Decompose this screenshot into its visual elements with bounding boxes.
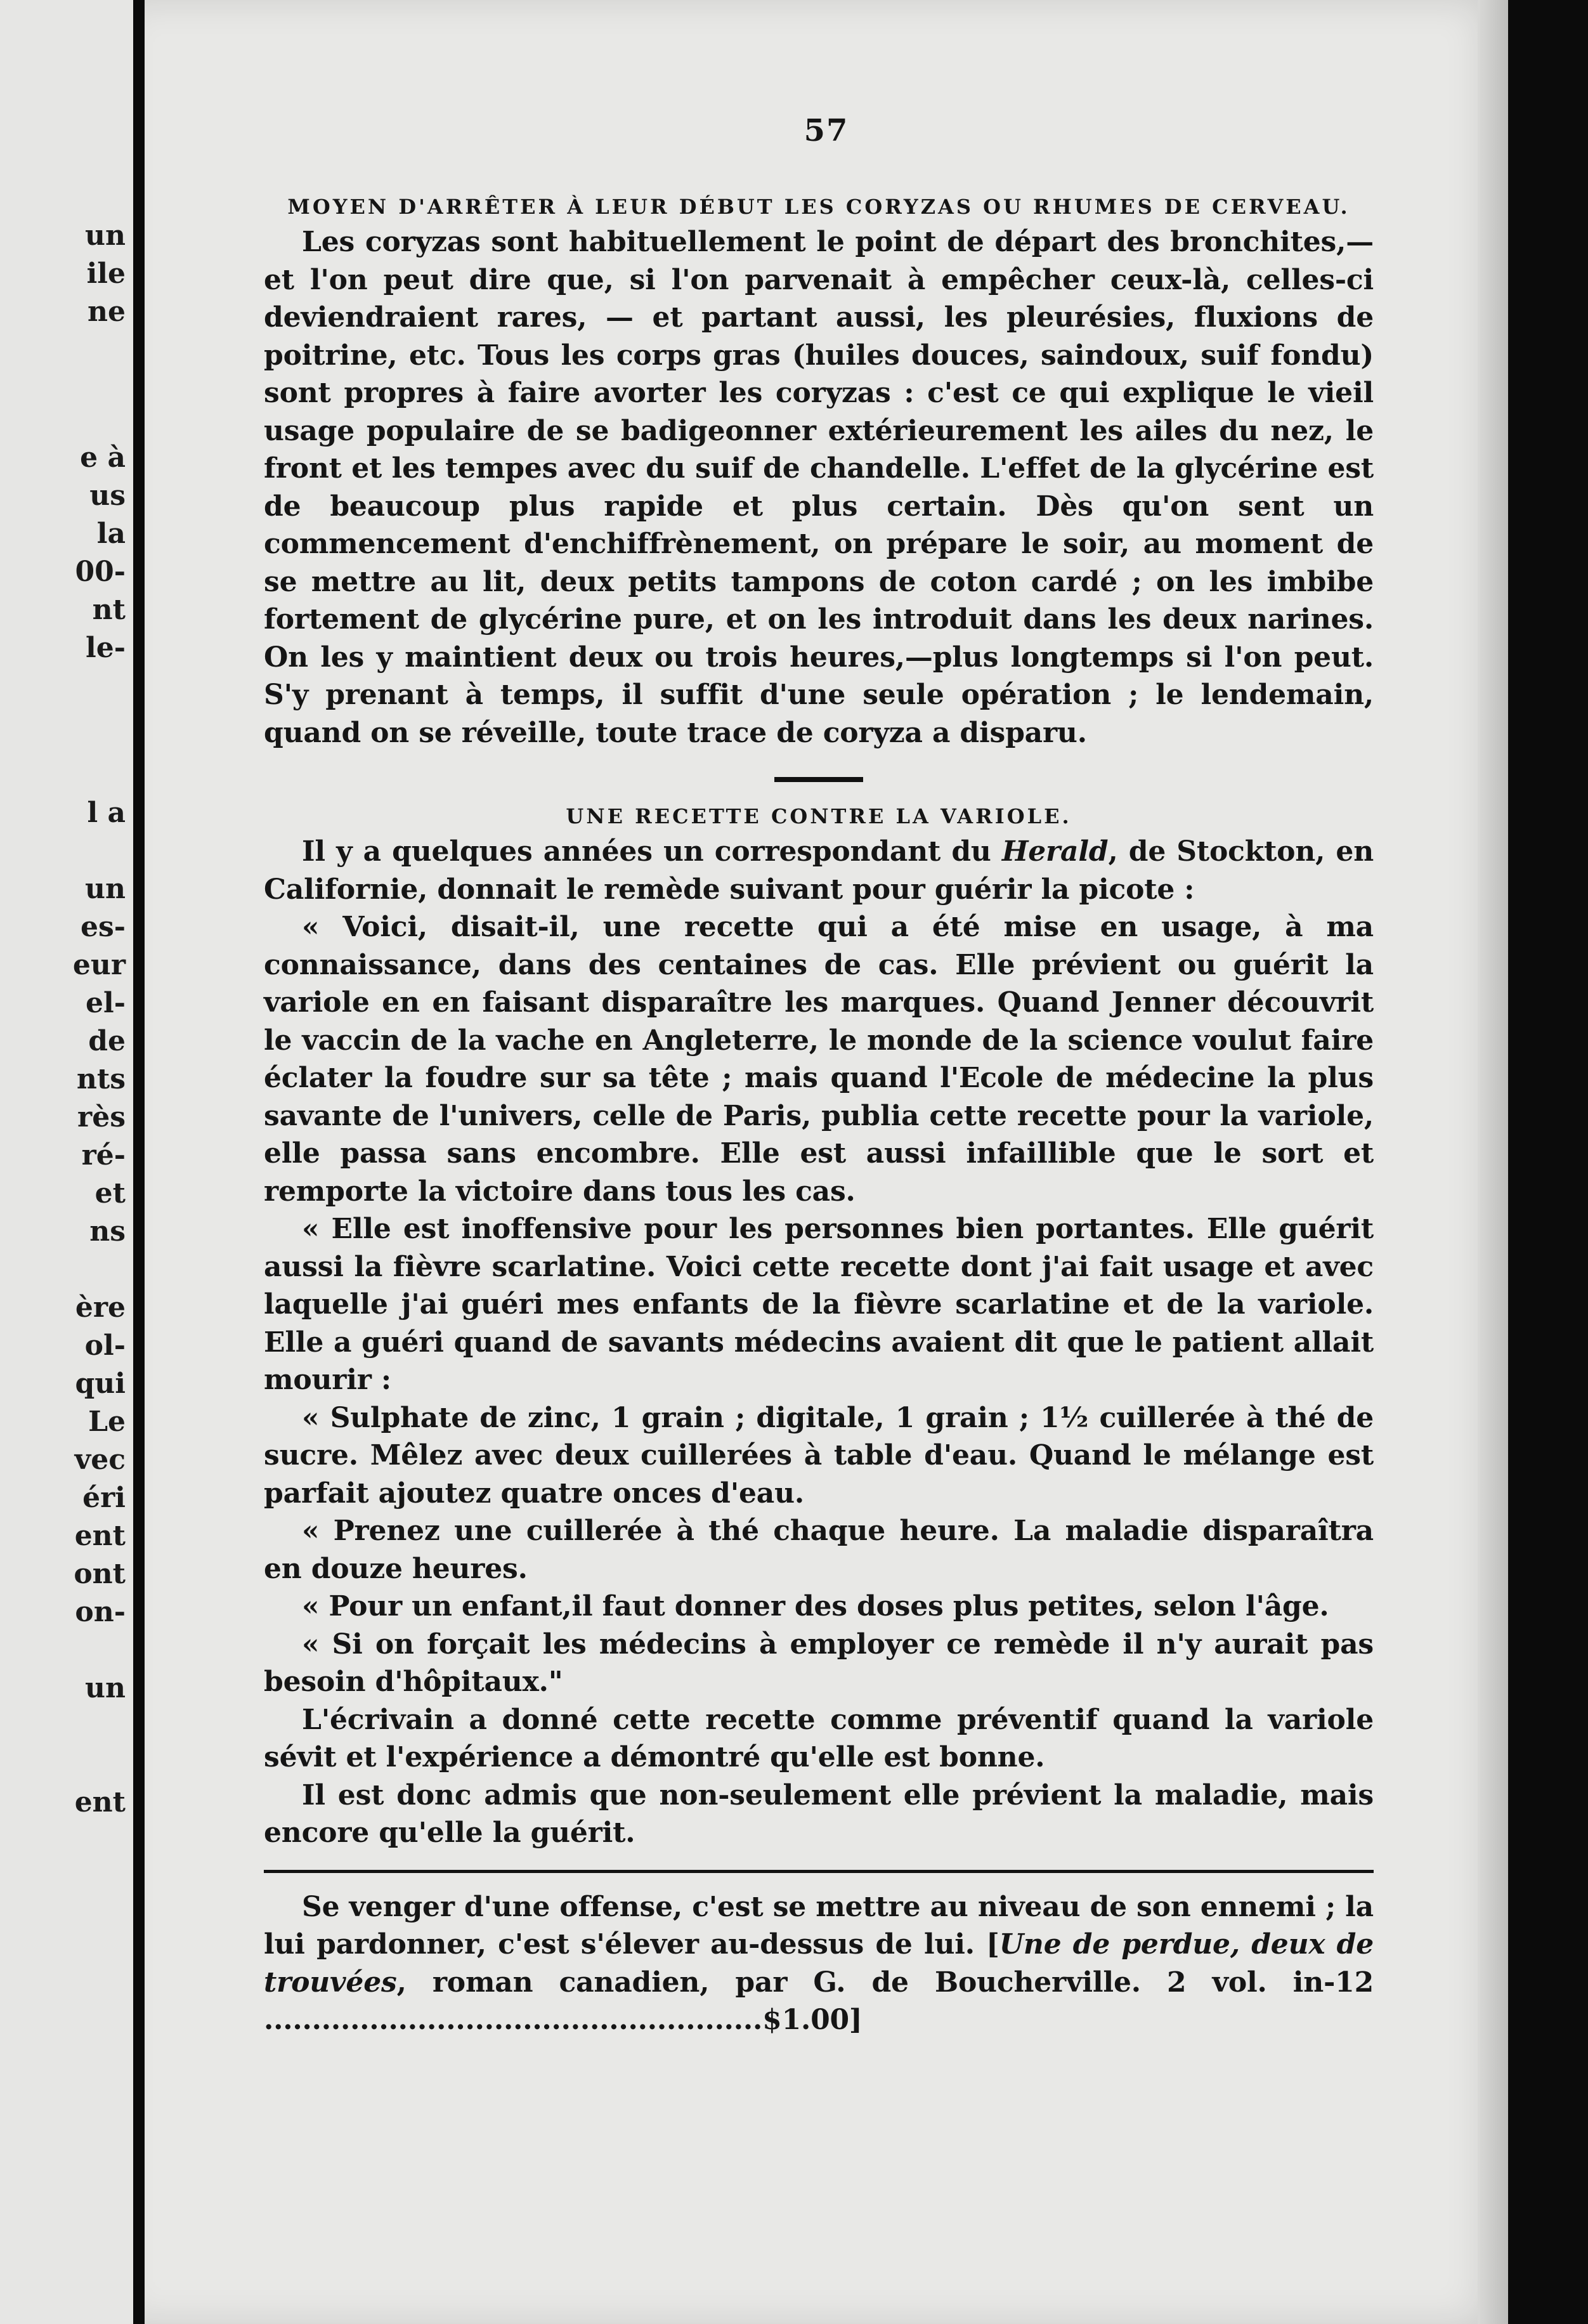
left-page-text-fragment: nts (76, 1063, 126, 1095)
scan-border (1508, 0, 1588, 2324)
left-page-text-fragment: le- (86, 632, 126, 664)
left-page-text-fragment: e à (80, 441, 126, 474)
left-page-text-fragment: 00- (75, 556, 126, 588)
variole-intro-before: Il y a quelques années un correspondant du (302, 835, 1002, 868)
section-title-coryzas: MOYEN D'ARRÊTER À LEUR DÉBUT LES CORYZAS OU RHUMES DE CERVEAU. (287, 195, 1350, 219)
left-page-text-fragment: un (85, 219, 126, 252)
left-page-text-fragment: la (96, 518, 126, 550)
left-page-text-fragment: ère (75, 1291, 126, 1324)
variole-paragraph: « Voici, disait-il, une recette qui a été mise en usage, à ma connaissance, dans des centaines de cas. Elle prévient ou guérit la variole en en faisant disparaître les marques. Quand Jenner découvrit le vaccin de la vache en Angleterre, le monde de la science voulut faire éclater la foudre sur sa tête ; mais quand l'Ecole de médecine la plus savante de l'univers, celle de Paris, publia cette recette pour la variole, elle passa sans encombre. Elle est aussi infaillible que le sort et remporte la victoire dans tous les cas. (264, 911, 1374, 1208)
variole-paragraph: « Pour un enfant,il faut donner des doses plus petites, selon l'âge. (302, 1590, 1329, 1622)
left-page-text-fragment: un (85, 873, 126, 905)
left-page-text-fragment: vec (74, 1444, 126, 1476)
herald-title: Herald (1001, 835, 1109, 868)
left-page-text-fragment: es- (80, 911, 126, 943)
left-facing-page (0, 0, 142, 2324)
page-number: 57 (804, 113, 849, 148)
variole-intro (264, 833, 1374, 908)
left-page-text-fragment: ent (74, 1786, 126, 1818)
left-page-text-fragment: de (88, 1025, 126, 1057)
left-page-text-fragment: Le (88, 1406, 126, 1438)
footer-ad-before: Se venger d'une offense, c'est se mettre au niveau de son ennemi ; la lui pardonner, c'est s'élever au-dessus de lui. [ (264, 1890, 1374, 1961)
section-title-variole: UNE RECETTE CONTRE LA VARIOLE. (566, 804, 1072, 828)
left-page-text-fragment: ol- (84, 1329, 126, 1362)
left-page-text-fragment: on- (75, 1596, 126, 1628)
left-page-text-fragment: us (89, 480, 126, 512)
variole-paragraph: « Si on forçait les médecins à employer ce remède il n'y aurait pas besoin d'hôpitaux." (264, 1628, 1374, 1698)
left-page-text-fragment: rès (77, 1101, 126, 1133)
left-page-text-fragment: ne (88, 296, 126, 328)
left-page-text-fragment: ns (89, 1215, 126, 1248)
page-content (264, 190, 1508, 2039)
novel-title: Une de perdue, deux de trouvées (264, 1928, 1374, 1999)
left-page-text-fragment: el- (86, 987, 126, 1019)
left-page-text-fragment: ré- (81, 1139, 126, 1172)
left-page-text-fragment: éri (82, 1482, 126, 1514)
left-page-text-fragment: et (94, 1177, 126, 1210)
left-page-text-fragment: ont (74, 1558, 126, 1590)
page-edge (1478, 0, 1508, 2324)
variole-paragraph: « Elle est inoffensive pour les personnes bien portantes. Elle guérit aussi la fièvre scarlatine. Voici cette recette dont j'ai fait usage et avec laquelle j'ai guéri mes enfants de la fièvre scarlatine et de la variole. Elle a guéri quand de savants médecins avaient dit que le patient allait mourir : (264, 1213, 1374, 1396)
left-page-text-fragment: eur (72, 949, 126, 981)
footer-advertisement (264, 1888, 1374, 2039)
variole-paragraph: Il est donc admis que non-seulement elle prévient la maladie, mais encore qu'elle la guérit. (264, 1779, 1374, 1849)
footer-ad-after: , roman canadien, par G. de Boucherville. 2 vol. in-12 ....................................................$1.00] (264, 1966, 1374, 2036)
left-page-text-fragment: ile (86, 258, 126, 290)
left-page-text-fragment: un (85, 1672, 126, 1704)
variole-paragraph: « Prenez une cuillerée à thé chaque heure. La maladie disparaîtra en douze heures. (264, 1515, 1374, 1585)
left-page-text-fragment: l a (87, 797, 126, 829)
section-divider (774, 777, 863, 782)
left-page-text-fragment: ent (74, 1520, 126, 1552)
footer-rule (264, 1870, 1374, 1873)
text-column (264, 190, 1374, 2039)
coryzas-paragraph: Les coryzas sont habituellement le point de départ des bronchites,—et l'on peut dire que, si l'on parvenait à empêcher ceux-là, celles-ci deviendraient rares, — et partant aussi, les pleurésies, fluxions de poitrine, etc. Tous les corps gras (huiles douces, saindoux, suif fondu) sont propres à faire avorter les coryzas : c'est ce qui explique le vieil usage populaire de se badigeonner extérieurement les ailes du nez, le front et les tempes avec du suif de chandelle. L'effet de la glycérine est de beaucoup plus rapide et plus certain. Dès qu'on sent un commencement d'enchiffrènement, on prépare le soir, au moment de se mettre au lit, deux petits tampons de coton cardé ; on les imbibe fortement de glycérine pure, et on les introduit dans les deux narines. On les y maintient deux ou trois heures,—plus longtemps si l'on peut. S'y prenant à temps, il suffit d'une seule opération ; le lendemain, quand on se réveille, toute trace de coryza a disparu. (264, 226, 1374, 749)
variole-paragraph: « Sulphate de zinc, 1 grain ; digitale, 1 grain ; 1½ cuillerée à thé de sucre. Mêlez avec deux cuillerées à table d'eau. Quand le mélange est parfait ajoutez quatre onces d'eau. (264, 1401, 1374, 1510)
left-page-text-fragment: nt (92, 594, 126, 626)
left-page-text-fragment: qui (75, 1368, 126, 1400)
variole-intro-after: , de Stockton, en Californie, donnait le remède suivant pour guérir la picote : (264, 835, 1374, 906)
book-page (145, 0, 1508, 2324)
variole-paragraph: L'écrivain a donné cette recette comme préventif quand la variole sévit et l'expérience a démontré qu'elle est bonne. (264, 1703, 1374, 1773)
